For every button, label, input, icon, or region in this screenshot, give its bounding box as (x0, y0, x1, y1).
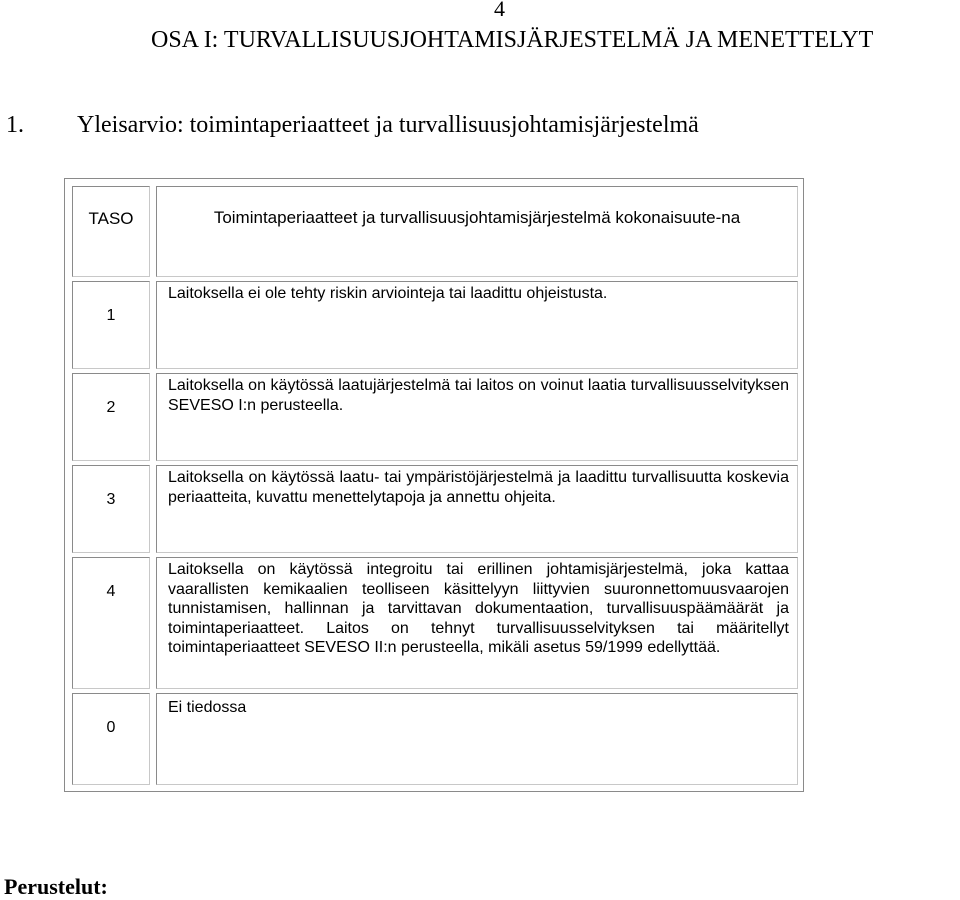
section-title: Yleisarvio: toimintaperiaatteet ja turvallisuusjohtamisjärjestelmä (77, 112, 699, 138)
level-number: 3 (106, 491, 116, 508)
section-number: 1. (6, 112, 24, 138)
table-row-description (156, 373, 798, 461)
table-row-level (72, 693, 150, 785)
table-row-level (72, 465, 150, 553)
table-row-level (72, 373, 150, 461)
assessment-table (64, 178, 804, 792)
table-row-description (156, 465, 798, 553)
table-row-description (156, 693, 798, 785)
part-heading: OSA I: TURVALLISUUSJOHTAMISJÄRJESTELMÄ JA MENETTELYT (151, 27, 874, 53)
header-description-label: Toimintaperiaatteet ja turvallisuusjohtamisjärjestelmä kokonaisuute-na (213, 208, 741, 227)
level-description: Laitoksella ei ole tehty riskin arviointeja tai laadittu ohjeistusta. (168, 285, 608, 302)
level-number: 0 (106, 719, 116, 736)
rationale-heading: Perustelut: (4, 874, 108, 899)
header-level-cell (72, 186, 150, 277)
level-description: Ei tiedossa (168, 699, 247, 716)
header-level-label: TASO (88, 209, 134, 228)
section-heading (6, 112, 699, 139)
level-number: 1 (106, 307, 116, 324)
page-number: 4 (494, 0, 505, 21)
level-description: Laitoksella on käytössä integroitu tai erillinen johtamisjärjestelmä, joka kattaa vaarallisten kemikaalien teolliseen käsittelyyn liittyvien suuronnettomuusvaarojen tunnistamisen, hallinnan ja tarvittavan dokumentaation, turvallisuuspäämäärät ja toimintaperiaatteet. Laitos on tehnyt turvallisuusselvityksen tai määritellyt toimintaperiaatteet SEVESO II:n perusteella, mikäli asetus 59/1999 edellyttää. (168, 561, 789, 656)
table-row-level (72, 557, 150, 689)
level-description: Laitoksella on käytössä laatu- tai ympäristöjärjestelmä ja laadittu turvallisuutta koskevia periaatteita, kuvattu menettelytapoja ja annettu ohjeita. (168, 469, 789, 506)
header-description-cell (156, 186, 798, 277)
table-row-level (72, 281, 150, 369)
level-number: 4 (106, 583, 116, 600)
level-description: Laitoksella on käytössä laatujärjestelmä tai laitos on voinut laatia turvallisuusselvityksen SEVESO I:n perusteella. (168, 377, 789, 414)
table-row-description (156, 281, 798, 369)
table-row-description (156, 557, 798, 689)
level-number: 2 (106, 399, 116, 416)
